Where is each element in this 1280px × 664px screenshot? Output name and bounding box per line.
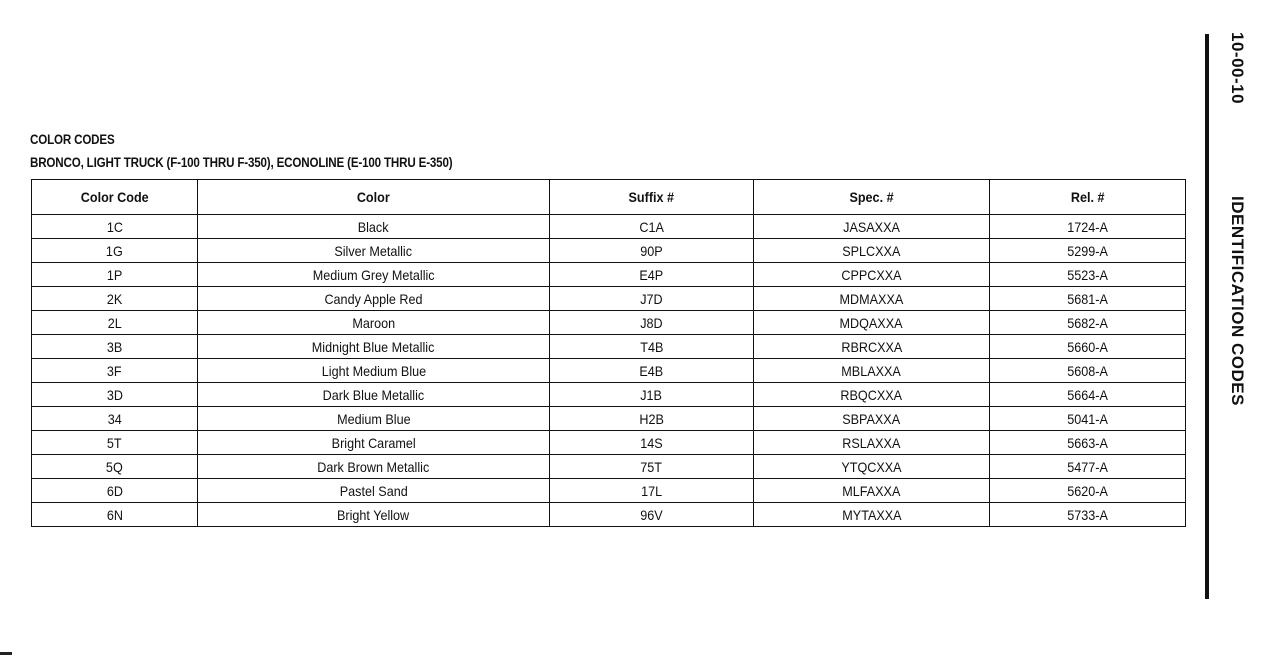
cell-color: Bright Yellow [198,503,550,527]
table-row [32,479,1186,503]
cell-color: Candy Apple Red [198,287,550,311]
cell-color-code: 5T [32,431,198,455]
cell-spec: CPPCXXA [754,263,990,287]
cell-rel: 1724-A [990,215,1186,239]
table-row [32,215,1186,239]
table-row [32,263,1186,287]
cell-color: Maroon [198,311,550,335]
scan-mark [0,652,12,655]
cell-suffix: 96V [550,503,754,527]
section-number: 10-00-10 [1228,32,1247,105]
cell-color-code: 6D [32,479,198,503]
cell-color: Pastel Sand [198,479,550,503]
table-body [32,215,1186,527]
column-header-spec: Spec. # [754,180,990,215]
cell-spec: MBLAXXA [754,359,990,383]
table-row [32,335,1186,359]
cell-spec: MYTAXXA [754,503,990,527]
cell-suffix: E4B [550,359,754,383]
cell-rel: 5523-A [990,263,1186,287]
cell-rel: 5682-A [990,311,1186,335]
cell-color: Medium Grey Metallic [198,263,550,287]
section-heading: IDENTIFICATION CODES [1228,196,1247,406]
cell-color-code: 1C [32,215,198,239]
column-header-color: Color [198,180,550,215]
table-row [32,455,1186,479]
cell-rel: 5608-A [990,359,1186,383]
color-code-table [31,179,1186,527]
cell-spec: RBQCXXA [754,383,990,407]
cell-color-code: 2K [32,287,198,311]
page-subtitle: BRONCO, LIGHT TRUCK (F-100 THRU F-350), ECONOLINE (E-100 THRU E-350) [30,155,453,170]
cell-suffix: C1A [550,215,754,239]
cell-color-code: 3B [32,335,198,359]
cell-rel: 5620-A [990,479,1186,503]
cell-rel: 5681-A [990,287,1186,311]
table-row [32,407,1186,431]
cell-color: Dark Blue Metallic [198,383,550,407]
cell-color-code: 3F [32,359,198,383]
cell-color: Midnight Blue Metallic [198,335,550,359]
page-title: COLOR CODES [30,132,115,147]
column-header-suffix: Suffix # [550,180,754,215]
cell-rel: 5041-A [990,407,1186,431]
cell-suffix: J8D [550,311,754,335]
cell-spec: MLFAXXA [754,479,990,503]
cell-color-code: 1G [32,239,198,263]
cell-color-code: 6N [32,503,198,527]
table-row [32,311,1186,335]
cell-color: Light Medium Blue [198,359,550,383]
cell-color: Silver Metallic [198,239,550,263]
cell-spec: JASAXXA [754,215,990,239]
cell-spec: RBRCXXA [754,335,990,359]
column-header-rel: Rel. # [990,180,1186,215]
cell-spec: SBPAXXA [754,407,990,431]
cell-color: Medium Blue [198,407,550,431]
cell-color-code: 34 [32,407,198,431]
cell-rel: 5660-A [990,335,1186,359]
cell-color-code: 3D [32,383,198,407]
cell-color-code: 5Q [32,455,198,479]
cell-suffix: 14S [550,431,754,455]
cell-suffix: 75T [550,455,754,479]
table-row [32,359,1186,383]
cell-rel: 5663-A [990,431,1186,455]
cell-suffix: 17L [550,479,754,503]
table-header-row [32,180,1186,215]
cell-suffix: J7D [550,287,754,311]
cell-spec: MDQAXXA [754,311,990,335]
cell-rel: 5664-A [990,383,1186,407]
table-row [32,383,1186,407]
cell-suffix: J1B [550,383,754,407]
cell-rel: 5299-A [990,239,1186,263]
table-row [32,287,1186,311]
cell-color: Bright Caramel [198,431,550,455]
cell-spec: RSLAXXA [754,431,990,455]
cell-rel: 5733-A [990,503,1186,527]
column-header-color-code: Color Code [32,180,198,215]
cell-color: Black [198,215,550,239]
cell-rel: 5477-A [990,455,1186,479]
cell-spec: MDMAXXA [754,287,990,311]
table-row [32,239,1186,263]
cell-spec: SPLCXXA [754,239,990,263]
cell-spec: YTQCXXA [754,455,990,479]
cell-suffix: 90P [550,239,754,263]
table-row [32,503,1186,527]
cell-suffix: H2B [550,407,754,431]
section-divider-rule [1205,34,1209,599]
table-row [32,431,1186,455]
cell-color-code: 2L [32,311,198,335]
cell-color-code: 1P [32,263,198,287]
cell-suffix: T4B [550,335,754,359]
cell-color: Dark Brown Metallic [198,455,550,479]
cell-suffix: E4P [550,263,754,287]
